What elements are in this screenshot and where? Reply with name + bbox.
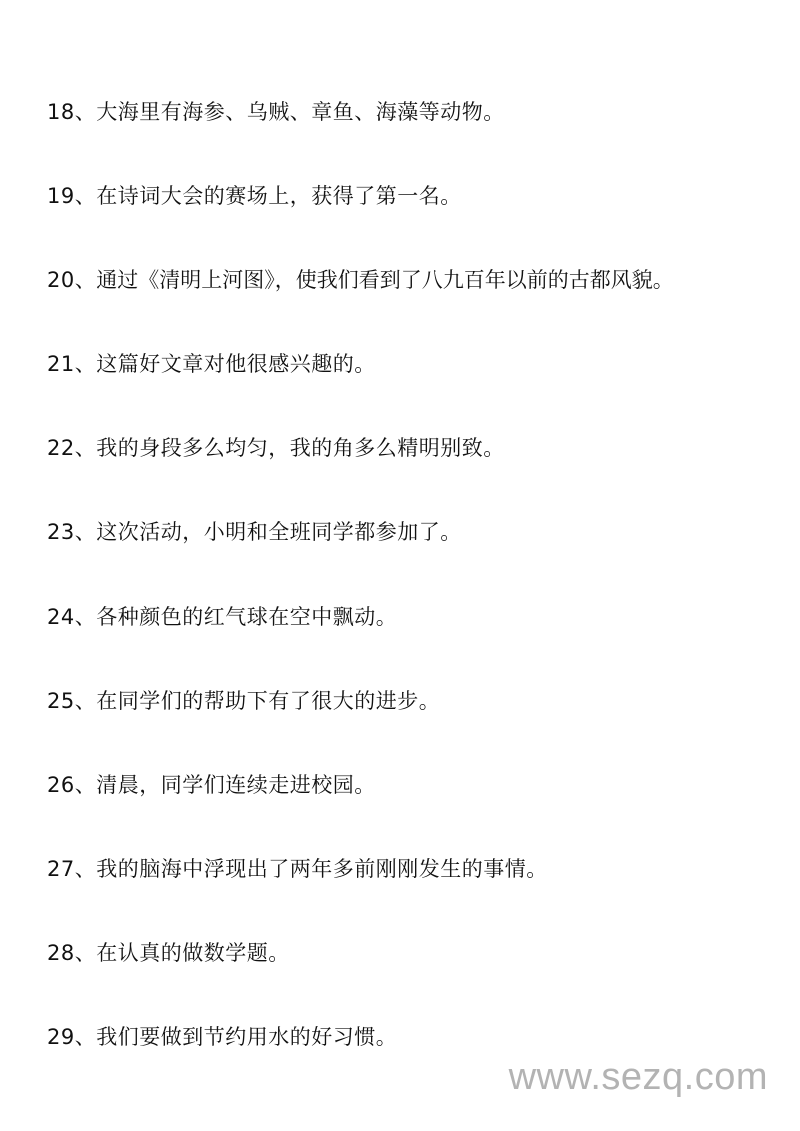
item-text: 我的身段多么均匀，我的角多么精明别致。	[96, 436, 505, 461]
list-item	[47, 428, 792, 512]
item-number: 28、	[47, 940, 97, 965]
item-number: 29、	[47, 1025, 97, 1050]
item-text: 这次活动，小明和全班同学都参加了。	[96, 520, 462, 545]
sentence-list	[47, 92, 792, 1101]
item-text: 在诗词大会的赛场上，获得了第一名。	[96, 184, 462, 209]
item-number: 21、	[47, 352, 97, 377]
item-text: 这篇好文章对他很感兴趣的。	[96, 352, 376, 377]
list-item	[47, 176, 792, 260]
list-item	[47, 92, 792, 176]
item-text: 在认真的做数学题。	[96, 940, 290, 965]
item-number: 22、	[47, 436, 97, 461]
list-item	[47, 260, 792, 344]
item-text: 各种颜色的红气球在空中飘动。	[96, 604, 398, 629]
list-item	[47, 512, 792, 596]
item-number: 27、	[47, 856, 97, 881]
item-text: 我的脑海中浮现出了两年多前刚刚发生的事情。	[96, 856, 548, 881]
item-text: 清晨，同学们连续走进校园。	[96, 772, 376, 797]
list-item	[47, 344, 792, 428]
item-number: 20、	[47, 268, 97, 293]
item-number: 18、	[47, 100, 97, 124]
item-text: 我们要做到节约用水的好习惯。	[96, 1025, 398, 1050]
item-text: 在同学们的帮助下有了很大的进步。	[96, 688, 441, 713]
list-item	[47, 849, 792, 933]
list-item	[47, 765, 792, 849]
item-number: 26、	[47, 772, 97, 797]
item-text: 通过《清明上河图》，使我们看到了八九百年以前的古都风貌。	[96, 268, 674, 293]
item-number: 23、	[47, 520, 97, 545]
list-item	[47, 933, 792, 1017]
list-item	[47, 597, 792, 681]
item-text: 大海里有海参、乌贼、章鱼、海藻等动物。	[96, 100, 505, 124]
watermark: www.sezq.com	[508, 1056, 768, 1098]
item-number: 19、	[47, 184, 97, 209]
item-number: 25、	[47, 688, 97, 713]
list-item	[47, 681, 792, 765]
item-number: 24、	[47, 604, 97, 629]
